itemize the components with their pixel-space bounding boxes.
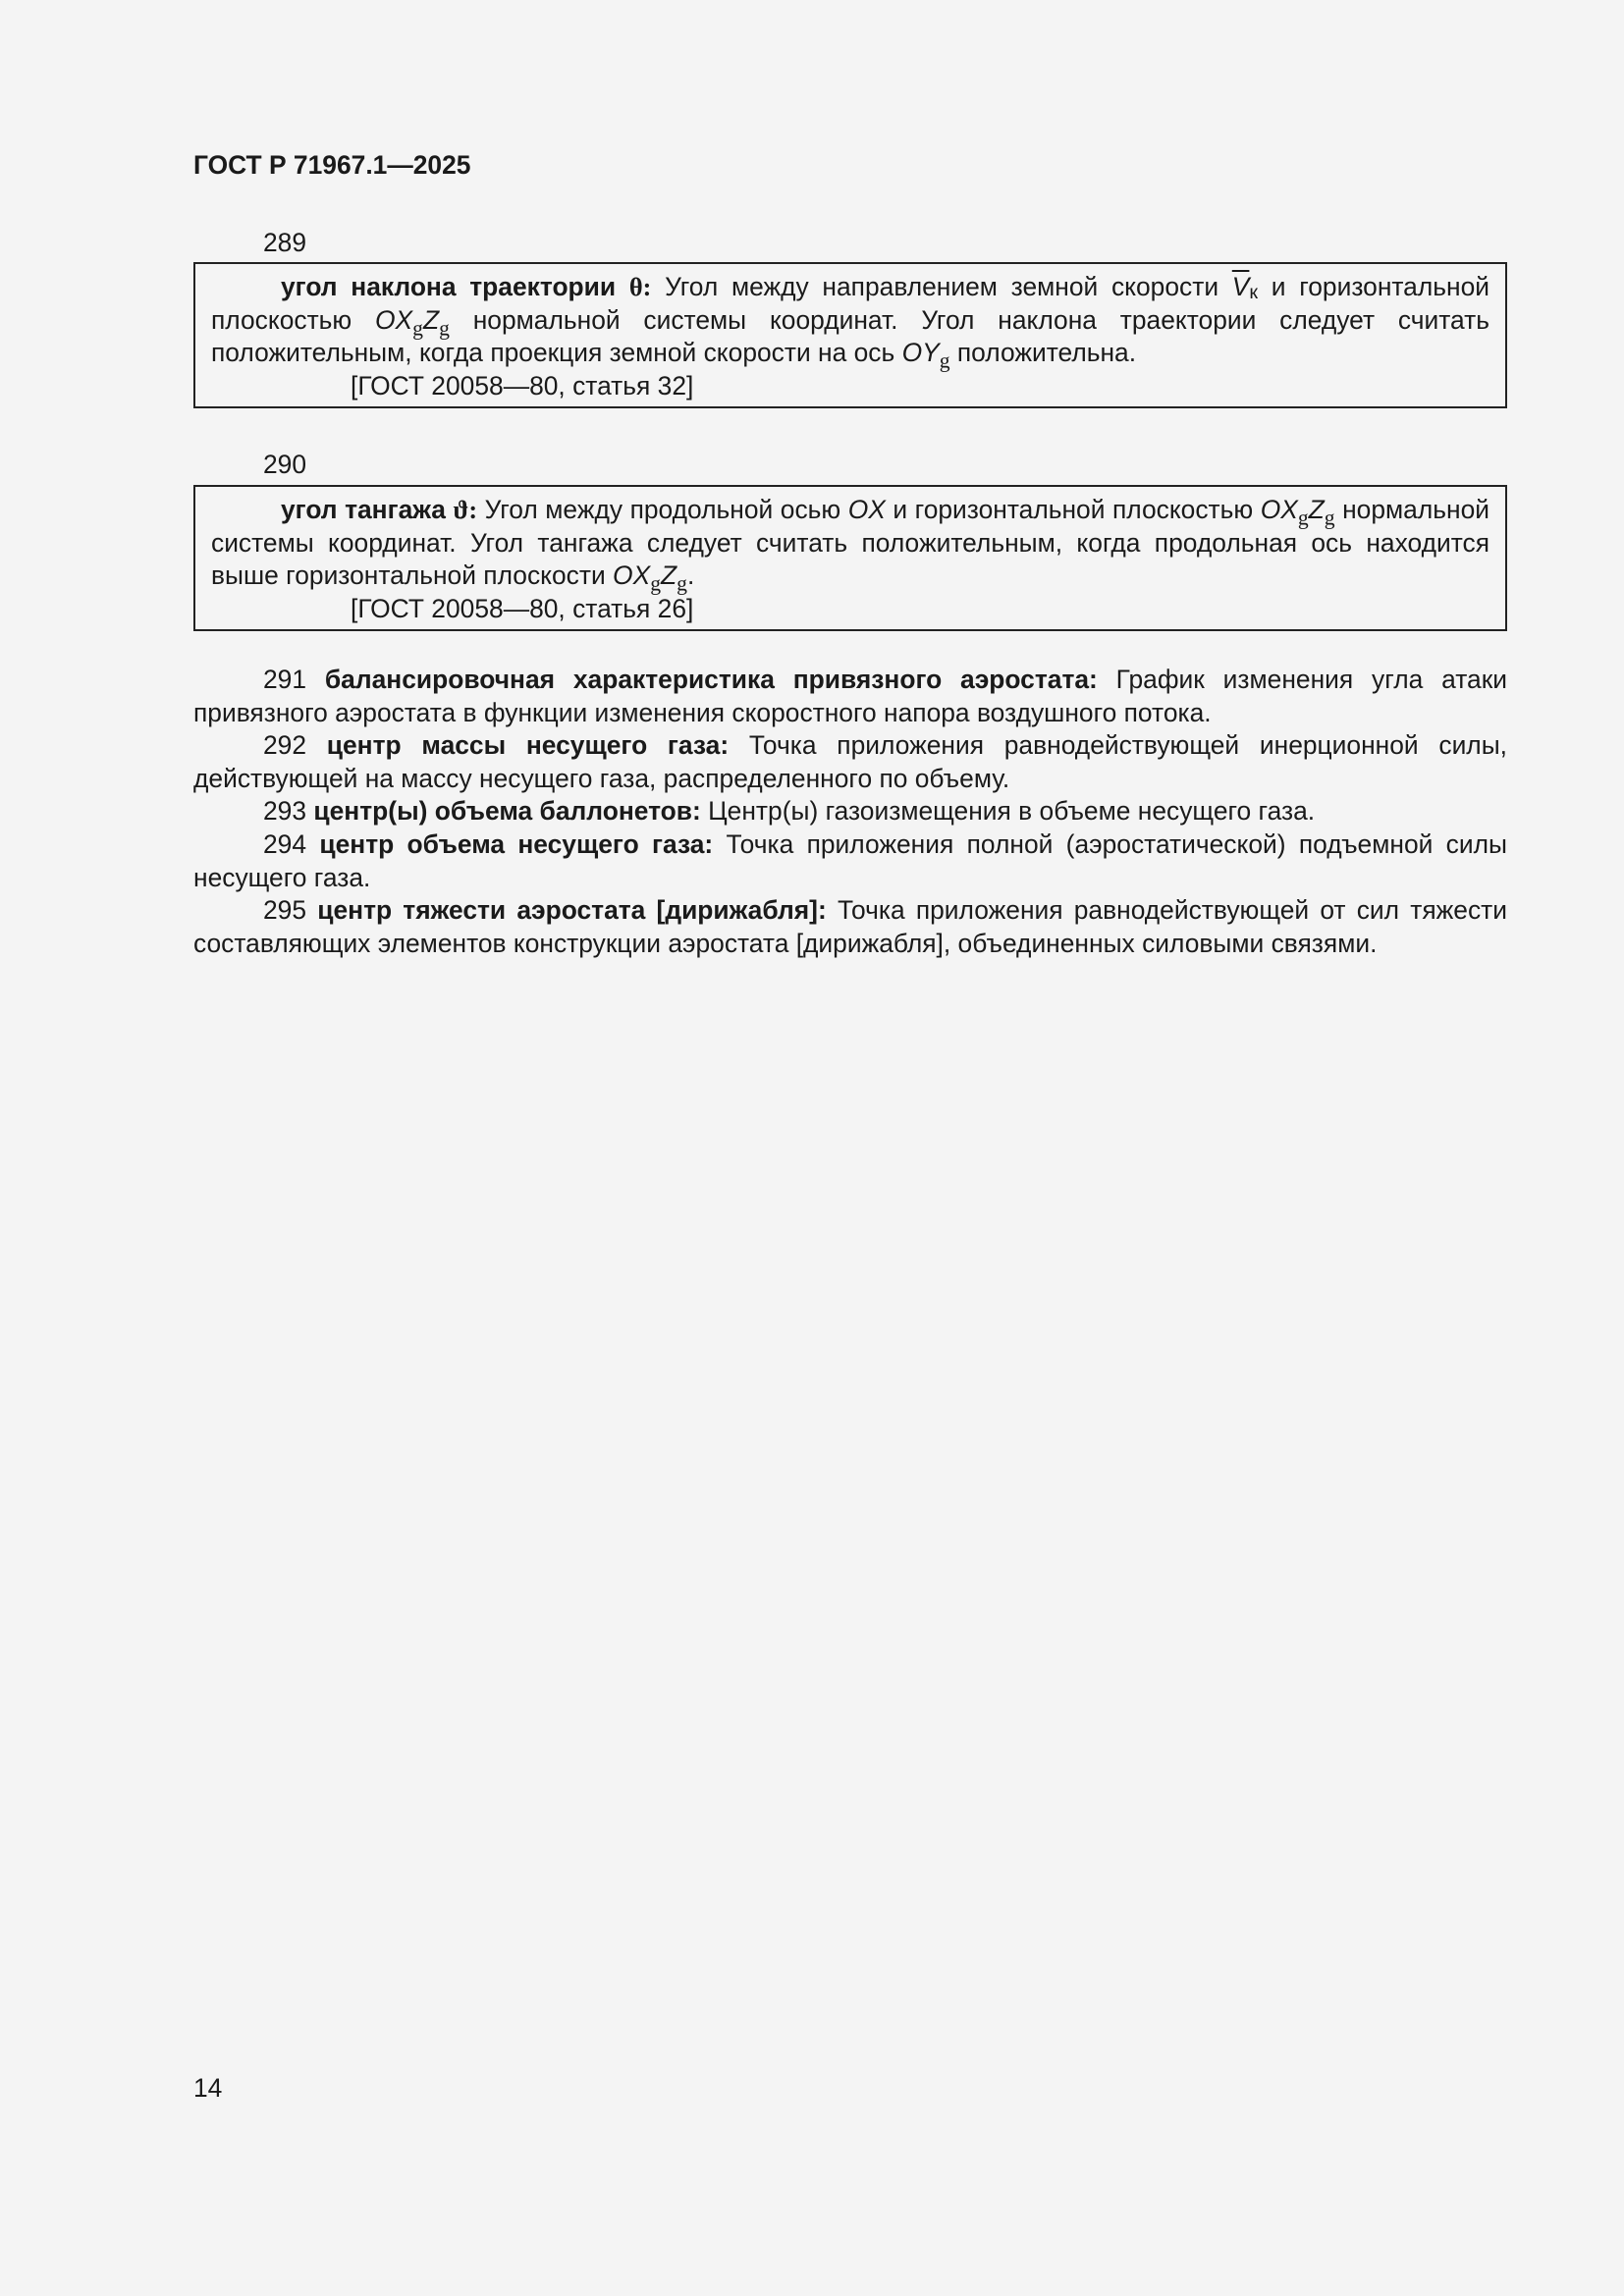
definition-text: Угол между продольной осью — [477, 495, 848, 524]
vector-symbol: $\overline{V}$ — [1231, 272, 1250, 301]
document-header: ГОСТ Р 71967.1—2025 — [193, 150, 471, 180]
term-item — [193, 729, 1507, 795]
term-definition: Точка приложения равнодействующей от сил тяжести составляющих элементов конструкции аэростата [дирижабля], объединенных силовыми связями. — [193, 895, 1507, 958]
subscript: g — [677, 571, 687, 596]
term-label: центр(ы) объема баллонетов: — [313, 796, 701, 827]
axis-symbol: OX — [375, 304, 413, 335]
definition-text: нормальной системы координат. Угол тангажа следует считать положительным, когда продольная ось находится выше горизонтальной плоскости — [211, 495, 1490, 591]
term-item — [193, 894, 1507, 960]
subscript: g — [650, 571, 661, 596]
reference: [ГОСТ 20058—80, статья 32] — [351, 370, 694, 400]
term-item — [193, 795, 1507, 828]
definition-text: Угол между направлением земной скорости — [651, 272, 1232, 301]
definition-text: нормальной системы координат. Угол наклона траектории следует считать положительным, когда проекция земной скорости на ось — [211, 304, 1489, 368]
axis-symbol: Z — [1308, 495, 1325, 524]
axis-symbol: OY — [901, 338, 940, 368]
term-item — [193, 828, 1507, 894]
definition-text: . — [686, 561, 695, 591]
entry-number: 289 — [263, 228, 307, 257]
definition-text: положительна. — [949, 338, 1137, 368]
subscript: g — [1324, 506, 1335, 530]
term-number: 291 — [263, 665, 307, 694]
term-number: 295 — [263, 895, 307, 926]
term-number: 293 — [263, 796, 307, 827]
term-box-289 — [193, 262, 1507, 408]
term-definition: График изменения угла атаки привязного аэростата в функции изменения скоростного напора воздушного потока. — [193, 665, 1507, 727]
term-label: балансировочная характеристика привязного аэростата: — [324, 665, 1098, 694]
axis-symbol: OX — [847, 495, 886, 524]
symbol: ϑ: — [453, 495, 478, 524]
term-label: угол наклона траектории — [281, 272, 617, 301]
definition-text: и горизонтальной плоскостью — [885, 495, 1261, 524]
axis-symbol: Z — [422, 304, 440, 335]
symbol: θ: — [628, 272, 652, 301]
term-item — [193, 664, 1507, 729]
subscript: g — [939, 348, 950, 373]
axis-symbol: Z — [661, 561, 677, 591]
term-label: центр объема несущего газа: — [319, 828, 714, 859]
subscript: g — [439, 316, 450, 341]
subscript: к — [1249, 281, 1259, 303]
term-number: 294 — [263, 828, 307, 859]
entry-number: 290 — [263, 450, 307, 479]
subscript: g — [1297, 506, 1309, 530]
definition-text: и горизонтальной плоскостью — [211, 272, 1490, 335]
term-box-290 — [193, 485, 1507, 631]
term-definition: Точка приложения равнодействующей инерционной силы, действующей на массу несущего газа, распределенного по объему. — [193, 730, 1508, 793]
term-definition: Точка приложения полной (аэростатической) подъемной силы несущего газа. — [193, 828, 1507, 892]
reference: [ГОСТ 20058—80, статья 26] — [351, 593, 694, 623]
term-label: центр массы несущего газа: — [326, 730, 730, 761]
definition-paragraph — [211, 494, 1490, 596]
definition-paragraph — [211, 271, 1490, 373]
terms-list — [193, 664, 1507, 960]
term-definition: Центр(ы) газоизмещения в объеме несущего газа. — [708, 796, 1316, 827]
page-number: 14 — [193, 2073, 223, 2103]
axis-symbol: OX — [613, 561, 651, 591]
subscript: g — [412, 316, 423, 341]
axis-symbol: OX — [1260, 495, 1298, 524]
term-label: центр тяжести аэростата [дирижабля]: — [317, 895, 827, 926]
term-number: 292 — [263, 730, 307, 761]
term-label: угол тангажа — [281, 495, 446, 524]
